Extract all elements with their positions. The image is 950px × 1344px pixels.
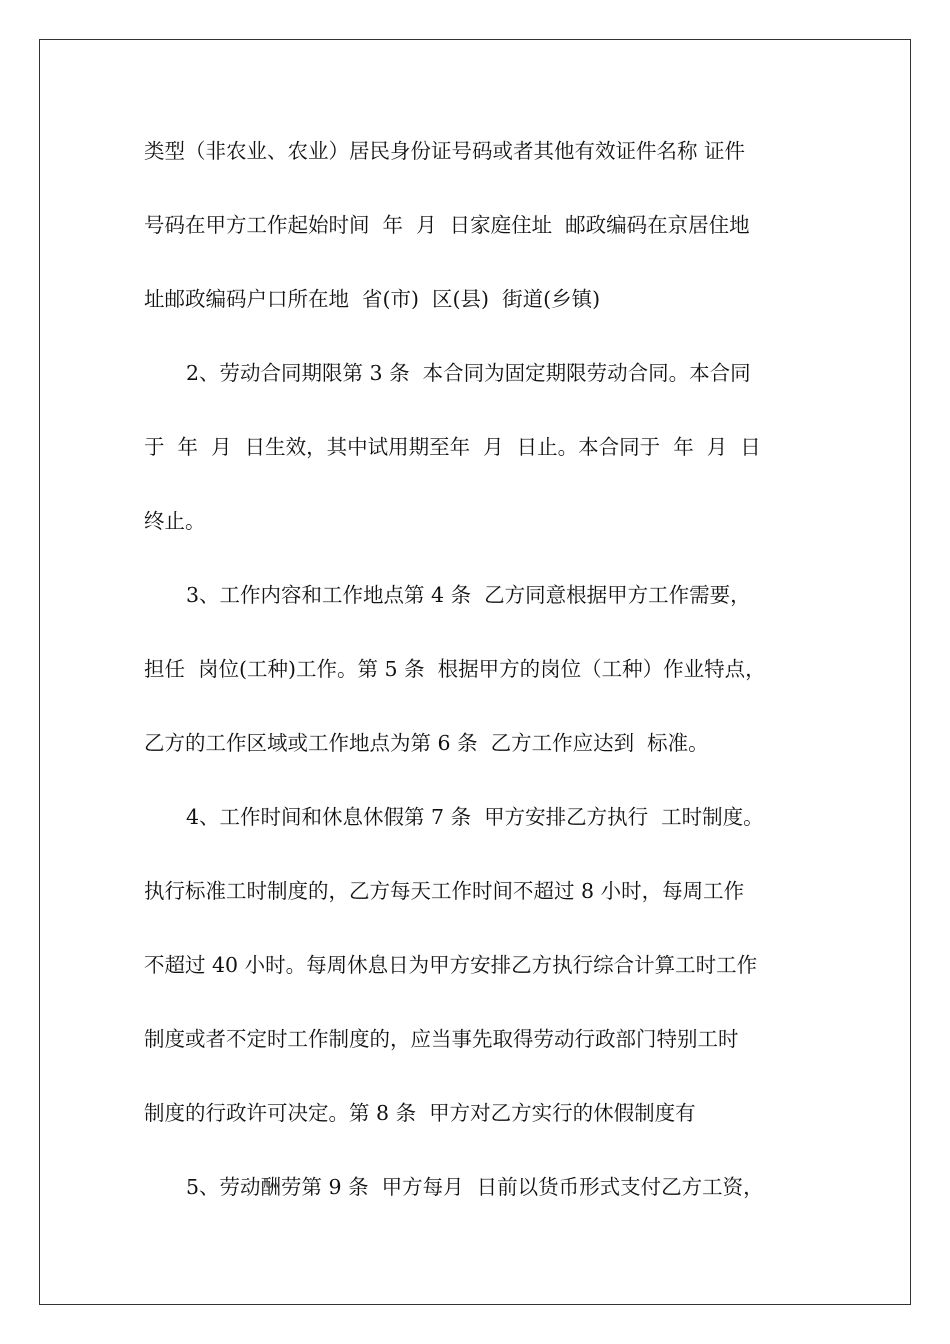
body-line: 号码在甲方工作起始时间 年 月 日家庭住址 邮政编码在京居住地: [144, 213, 750, 237]
body-line: 不超过 40 小时。每周休息日为甲方安排乙方执行综合计算工时工作: [144, 953, 758, 977]
body-line: 乙方的工作区域或工作地点为第 6 条 乙方工作应达到 标准。: [144, 731, 709, 755]
body-line: 担任 岗位(工种)工作。第 5 条 根据甲方的岗位（工种）作业特点，: [144, 657, 766, 681]
paragraph-start-line: 2、劳动合同期限第 3 条 本合同为固定期限劳动合同。本合同: [186, 361, 751, 385]
body-line: 制度或者不定时工作制度的，应当事先取得劳动行政部门特别工时: [144, 1027, 739, 1051]
body-line: 址邮政编码户口所在地 省(市) 区(县) 街道(乡镇): [144, 287, 601, 311]
body-line: 于 年 月 日生效，其中试用期至年 月 日止。本合同于 年 月 日: [144, 435, 761, 459]
paragraph-start-line: 4、工作时间和休息休假第 7 条 甲方安排乙方执行 工时制度。: [186, 805, 764, 829]
body-line: 执行标准工时制度的，乙方每天工作时间不超过 8 小时，每周工作: [144, 879, 745, 903]
paragraph-start-line: 3、工作内容和工作地点第 4 条 乙方同意根据甲方工作需要，: [186, 583, 751, 607]
body-line: 终止。: [144, 509, 206, 533]
paragraph-start-line: 5、劳动酬劳第 9 条 甲方每月 日前以货币形式支付乙方工资，: [186, 1175, 764, 1199]
body-line: 制度的行政许可决定。第 8 条 甲方对乙方实行的休假制度有: [144, 1101, 696, 1125]
body-line: 类型（非农业、农业）居民身份证号码或者其他有效证件名称 证件: [144, 139, 746, 163]
